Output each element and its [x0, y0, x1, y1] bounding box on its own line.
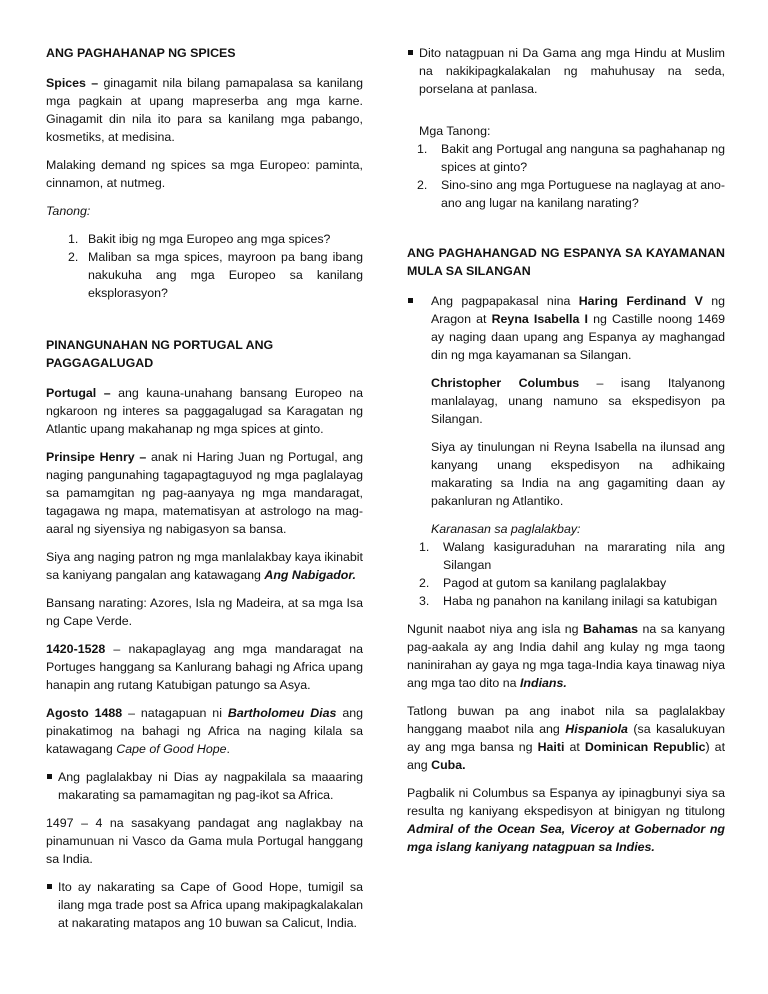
hispaniola-name: Hispaniola [565, 722, 628, 736]
list-number: 1. [68, 232, 79, 246]
term-columbus: Christopher Columbus [431, 376, 580, 390]
tatlong-text: ) at ang [407, 740, 726, 772]
question-text: Maliban sa mga spices, mayroon pa bang ibang nakukuha ang mga Europeo sa kanilang eksplorasyon? [88, 250, 363, 300]
patron-paragraph [46, 548, 363, 584]
admiral-title: Admiral of the Ocean Sea, Viceroy at Gobernador ng mga islang kaniyang natagpuan sa Indies. [407, 822, 725, 854]
tatlong-text: Tatlong buwan pa ang inabot nila sa paglalakbay hanggang maabot nila ang [407, 704, 725, 736]
list-number: 1. [419, 540, 430, 554]
term-agosto: Agosto 1488 [46, 706, 123, 720]
tanong-label: Tanong: [46, 204, 91, 218]
agosto-paragraph [46, 704, 363, 758]
indians-name: Indians. [519, 676, 567, 690]
square-bullet-icon [47, 884, 52, 889]
isabella-name: Reyna Isabella I [491, 312, 588, 326]
cuba-name: Cuba. [431, 758, 466, 772]
years-definition: – nakapaglayag ang mga mandaragat na Portuges hanggang sa Kanlurang bahagi ng Africa upang hanapin ang rutang Katubigan patungo sa Asya. [46, 642, 363, 692]
pagbalik-text: Pagbalik ni Columbus sa Espanya ay ipinagbunyi siya sa resulta ng kaniyang ekspedisyon at binigyan ng titulong [407, 786, 725, 818]
heading-spices: ANG PAGHAHANAP NG SPICES [46, 46, 236, 60]
years-paragraph [46, 640, 363, 694]
karanasan-text: Pagod at gutom sa kanilang paglalakbay [443, 576, 667, 590]
mga-tanong-label: Mga Tanong: [419, 124, 491, 138]
heading-portugal: PINANGUNAHAN NG PORTUGAL ANG PAGGAGALUGAD [46, 338, 274, 370]
bahamas-name: Bahamas [582, 622, 639, 636]
pagbalik-paragraph [407, 784, 725, 856]
list-item [417, 176, 725, 212]
bullet-text: Ito ay nakarating sa Cape of Good Hope, tumigil sa ilang mga trade post sa Africa upang makipagkalakalan at nakarating matapos ang 10 buwan sa Calicut, India. [58, 880, 363, 930]
karanasan-list [419, 538, 725, 610]
term-years: 1420-1528 [46, 642, 106, 656]
term-spices: Spices – [46, 76, 99, 90]
bullet-hindu [407, 44, 725, 98]
agosto-text: – natagapuan ni [122, 706, 228, 720]
portugal-definition: ang kauna-unahang bansang Europeo na ngkaroon ng interes sa paggagalugad sa Karagatan ng Atlantic upang makahanap ng mga spices at ginto. [46, 386, 363, 436]
henry-paragraph [46, 448, 363, 538]
bullet-text: ng Aragon at [431, 294, 726, 326]
nabigador-title: Ang Nabigador. [264, 568, 356, 582]
demand-paragraph: Malaking demand ng spices sa mga Europeo: paminta, cinnamon, at nutmeg. [46, 158, 363, 190]
henry-definition: anak ni Haring Juan ng Portugal, ang naging pangunahing tagapagtaguyod ng mga paglalayag sa pamamgitan ng pag-aanyaya ng mga mandaragat, tagagawa ng mapa, matematisyan at astrologo na mag-aaral ng siyensiya ng nabigasyon sa bansa. [46, 450, 363, 536]
portugal-paragraph [46, 384, 363, 438]
bullet-text: Dito natagpuan ni Da Gama ang mga Hindu at Muslim na nakikipagkalakalan ng mahuhusay na seda, porselana at panlasa. [419, 46, 725, 96]
columbus-paragraph [431, 374, 725, 428]
list-number: 2. [419, 576, 430, 590]
list-item [419, 574, 725, 592]
list-number: 1. [417, 142, 428, 156]
karanasan-text: Walang kasiguraduhan na mararating nila ang Silangan [443, 540, 725, 572]
list-number: 2. [68, 250, 79, 264]
list-item [419, 538, 725, 574]
columbus-definition: – isang Italyanong manlalayag, unang namuno sa ekspedisyon pa Silangan. [431, 376, 725, 426]
list-item [68, 248, 363, 302]
bahamas-paragraph [407, 620, 725, 692]
heading-espanya: ANG PAGHAHANGAD NG ESPANYA SA KAYAMANAN MULA SA SILANGAN [407, 246, 725, 278]
term-henry: Prinsipe Henry – [46, 450, 147, 464]
ferdinand-name: Haring Ferdinand V [578, 294, 703, 308]
tatlong-paragraph [407, 702, 725, 774]
bullet-text: ng Castille noong 1469 ay naging daan upang ang Espanya ay maghangad din ng mga kayamanan sa Silangan. [431, 312, 725, 362]
list-number: 2. [417, 178, 428, 192]
left-column [46, 44, 363, 942]
agosto-text: . [226, 742, 230, 756]
dominican-name: Dominican Republic [584, 740, 706, 754]
karanasan-label: Karanasan sa paglalakbay: [431, 522, 581, 536]
right-column [407, 44, 725, 866]
haiti-name: Haiti [537, 740, 565, 754]
list-number: 3. [419, 594, 430, 608]
square-bullet-icon [47, 774, 52, 779]
bullet-text: Ang pagpapakasal nina [431, 294, 579, 308]
tatlong-text: at [564, 740, 585, 754]
term-portugal: Portugal – [46, 386, 111, 400]
square-bullet-icon [408, 298, 413, 303]
agosto-text: ang pinakatimog na bahagi ng Africa na naging kilala sa katawagang [46, 706, 363, 756]
tatlong-text: (sa kasalukuyan ay ang mga bansa ng [407, 722, 725, 754]
bullet-ferdinand [407, 292, 725, 364]
bullet-cape [46, 878, 363, 932]
mga-tanong-block [407, 122, 725, 140]
columbus-block [407, 374, 725, 538]
question-text: Bakit ang Portugal ang nanguna sa paghahanap ng spices at ginto? [441, 142, 725, 174]
list-item [419, 592, 725, 610]
dias-name: Bartholomeu Dias [227, 706, 337, 720]
square-bullet-icon [408, 50, 413, 55]
right-questions-list [417, 140, 725, 212]
karanasan-text: Haba ng panahon na kanilang inilagi sa katubigan [443, 594, 718, 608]
bahamas-text: na sa kanyang pag-aakala ay ang India dahil ang kulay ng mga taong naninirahan ay gaya ng mga taga-India kaya tinawag niya ang mga tao dito na [407, 622, 726, 690]
cape-name: Cape of Good Hope [116, 742, 227, 756]
list-item [68, 230, 363, 248]
spices-paragraph [46, 74, 363, 146]
narating-paragraph: Bansang narating: Azores, Isla ng Madeira, at sa mga Isa ng Cape Verde. [46, 596, 363, 628]
question-text: Bakit ibig ng mga Europeo ang mga spices? [88, 232, 331, 246]
bullet-dias [46, 768, 363, 804]
vasco-paragraph: 1497 – 4 na sasakyang pandagat ang naglakbay na pinamunuan ni Vasco da Gama mula Portugal hanggang sa India. [46, 816, 363, 866]
spices-definition: ginagamit nila bilang pamapalasa sa kanilang mga pagkain at upang mapreserba ang mga karne. Ginagamit din nila ito para sa kanilang mga pabango, kosmetiks, at medisina. [46, 76, 363, 144]
question-text: Sino-sino ang mga Portuguese na naglayag at ano-ano ang lugar na kanilang narating? [441, 178, 725, 210]
list-item [417, 140, 725, 176]
questions-list [68, 230, 363, 302]
isabella-paragraph: Siya ay tinulungan ni Reyna Isabella na ilunsad ang kanyang unang ekspedisyon na adhikaing makarating sa India na ang gagamiting daan ay pakanluran ng Atlantiko. [431, 440, 725, 508]
patron-text: Siya ang naging patron ng mga manlalakbay kaya ikinabit sa kaniyang pangalan ang katawagang [46, 550, 363, 582]
bullet-text: Ang paglalakbay ni Dias ay nagpakilala sa maaaring makarating sa pamamagitan ng pag-ikot sa Africa. [58, 770, 363, 802]
bahamas-text: Ngunit naabot niya ang isla ng [407, 622, 583, 636]
